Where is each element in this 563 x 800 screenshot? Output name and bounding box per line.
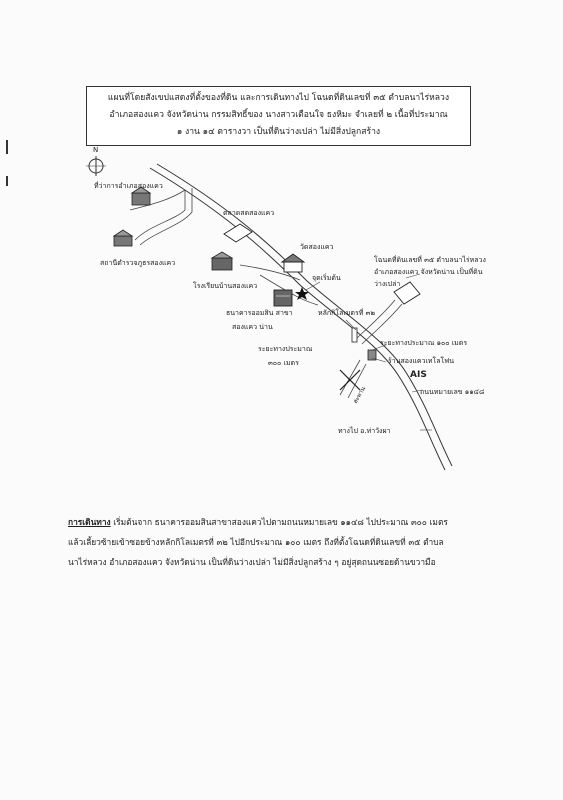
route-line-1 — [68, 512, 498, 532]
market-label: ตลาดสดสองแคว — [223, 209, 275, 217]
distance-100-label: ระยะทางประมาณ ๑๐๐ เมตร — [380, 339, 468, 347]
km-post-icon — [352, 328, 357, 342]
title-line-2: อำเภอสองแคว จังหวัดน่าน กรรมสิทธิ์ของ นางสาวเตือนใจ ธงหิมะ จำเลยที่ ๒ เนื้อที่ประมาณ — [109, 110, 448, 120]
bank-label-1: ธนาคารออมสิน สาขา — [226, 309, 293, 317]
highway-label: ถนนหมายเลข ๑๑๔๘ — [420, 388, 485, 396]
bridge-label: สะพาน — [351, 385, 368, 405]
route-line-3: นาไร่หลวง อำเภอสองแคว จังหวัดน่าน เป็นที่ดินว่างเปล่า ไม่มีสิ่งปลูกสร้าง ๆ อยู่สุดถนนซอยด้านขวามือ — [68, 557, 436, 567]
temple-label: วัดสองแคว — [300, 243, 334, 251]
route-description — [68, 512, 498, 572]
title-line-3: ๑ งาน ๑๔ ตารางวา เป็นที่ดินว่างเปล่า ไม่มีสิ่งปลูกสร้าง — [176, 127, 381, 137]
land-label-2: อำเภอสองแคว จังหวัดน่าน เป็นที่ดิน — [374, 268, 483, 276]
start-point-icon — [295, 287, 309, 300]
route-line-2: แล้วเลี้ยวซ้ายเข้าซอยข้างหลักกิโลเมตรที่ ๓๒ ไปอีกประมาณ ๑๐๐ เมตร ถึงที่ตั้งโฉนดที่ดินเลขที่ ๓๕ ตำบล — [68, 537, 444, 547]
land-label-3: ว่างเปล่า — [374, 280, 401, 288]
km-post-label: หลักกิโลเมตรที่ ๓๒ — [318, 309, 375, 317]
start-point-label: จุดเริ่มต้น — [312, 274, 341, 282]
police-station-label: สถานีตำรวจภูธรสองแคว — [100, 259, 176, 267]
distance-300-label-1: ระยะทางประมาณ — [258, 345, 313, 353]
to-tha-wang-pha-label: ทางไป อ.ท่าวังผา — [338, 427, 391, 435]
route-line-1-text: เริ่มต้นจาก ธนาคารออมสินสาขาสองแควไปตามถนนหมายเลข ๑๑๔๘ ไปประมาณ ๓๐๐ เมตร — [110, 517, 448, 527]
school-icon — [212, 252, 232, 270]
route-heading: การเดินทาง — [68, 517, 111, 527]
district-office-label: ที่ว่าการอำเภอสองแคว — [94, 182, 163, 190]
north-label: N — [93, 146, 99, 154]
land-label-1: โฉนดที่ดินเลขที่ ๓๕ ตำบลนาไร่หลวง — [374, 256, 486, 264]
north-arrow-icon — [86, 156, 106, 176]
bank-icon — [274, 290, 292, 306]
temple-icon — [282, 254, 304, 272]
school-label: โรงเรียนบ้านสองแคว — [193, 282, 258, 290]
bank-label-2: สองแคว น่าน — [232, 323, 273, 331]
title-line-1: แผนที่โดยสังเขปแสดงที่ตั้งของที่ดิน และการเดินทางไป โฉนดที่ดินเลขที่ ๓๕ ตำบลนาไร่หลวง — [107, 93, 450, 103]
police-station-icon — [114, 230, 132, 246]
phone-shop-label: ร้านสองแควเทโลโฟน — [388, 357, 455, 365]
ais-label: AIS — [410, 370, 427, 380]
side-roads — [130, 188, 402, 398]
distance-300-label-2: ๓๐๐ เมตร — [268, 359, 299, 367]
